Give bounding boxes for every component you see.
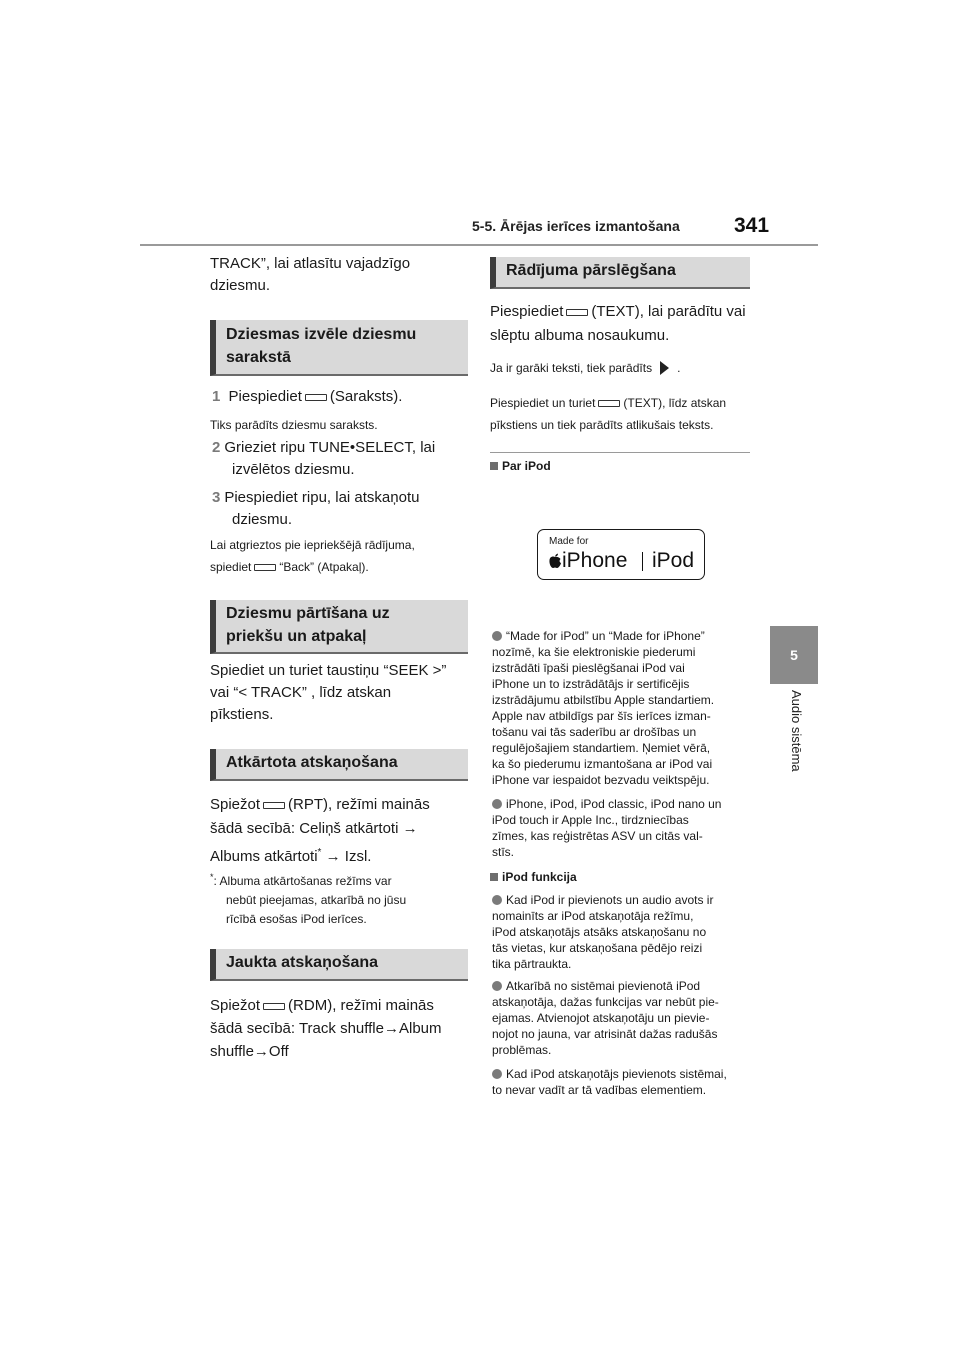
bullet-dot-icon <box>492 1069 502 1079</box>
note-long-text: Ja ir garāki teksti, tiek parādīts . <box>490 361 681 375</box>
seek-text: Spiediet un turiet taustiņu “SEEK >” vai “< TRACK” , līdz atskan pīkstiens. <box>210 662 447 723</box>
display-text: Piespiediet (TEXT), lai parādītu vai slēptu albuma nosaukumu. <box>490 303 746 344</box>
chapter-tab: 5 <box>770 626 818 684</box>
repeat-text: Spiežot (RPT), režīmi mainās šādā secībā: Celiņš atkārtoti → Albums atkārtoti* → Izsl. <box>210 796 430 865</box>
section-heading-shuffle: Jaukta atskaņošana <box>210 949 468 981</box>
bullet-dot-icon <box>492 981 502 991</box>
button-icon <box>305 394 327 401</box>
note-back: Lai atgrieztos pie iepriekšējā rādījuma, spiediet “Back” (Atpakaļ). <box>210 538 415 574</box>
section-heading-seek: Dziesmu pārtīšana uz priekšu un atpakaļ <box>210 600 468 654</box>
made-for-iphone-ipod-logo: Made for iPhone iPod <box>537 529 705 580</box>
step-3: 3 Piespiediet ripu, lai atskaņotu dziesmu. <box>212 489 420 528</box>
section-heading-song-list: Dziesmas izvēle dziesmu sarakstā <box>210 320 468 376</box>
list-item: Kad iPod atskaņotājs pievienots sistēmai, to nevar vadīt ar tā vadības elementiem. <box>492 1067 727 1097</box>
bullet-dot-icon <box>492 799 502 809</box>
button-icon <box>263 1003 285 1010</box>
step-1: 1 Piespiediet (Saraksts). <box>212 388 403 405</box>
bullet-dot-icon <box>492 895 502 905</box>
note-hold-text: Piespiediet un turiet (TEXT), līdz atskan pīkstiens un tiek parādīts atlikušais teksts. <box>490 396 727 432</box>
logo-separator <box>642 552 643 571</box>
page-number: 341 <box>734 214 770 237</box>
step-2: 2 Grieziet ripu TUNE•SELECT, lai izvēlētos dziesmu. <box>212 439 436 478</box>
section-heading-display: Rādījuma pārslēgšana <box>490 257 750 289</box>
apple-logo-icon <box>548 553 562 569</box>
intro-text: TRACK”, lai atlasītu vajadzīgo dziesmu. <box>210 255 411 294</box>
list-item: Kad iPod ir pievienots un audio avots ir nomainīts ar iPod atskaņotāja režīmu, iPod atskaņotājs atsāks atskaņošanu no tās vietas, kur atskaņošana pēdējo reizi tika pārtraukta. <box>492 893 714 971</box>
button-icon <box>254 564 276 571</box>
repeat-footnote: *: Albuma atkārtošanas režīms var nebūt pieejamas, atkarībā no jūsu rīcībā esošas iPod ierīces. <box>210 872 407 926</box>
button-icon <box>566 309 588 316</box>
section-heading-repeat: Atkārtota atskaņošana <box>210 749 468 781</box>
square-bullet-icon <box>490 873 498 881</box>
list-item: Atkarībā no sistēmai pievienotā iPod atskaņotāja, dažas funkcijas var nebūt pie- ejamas. Atvienojot atskaņotāju un pievie- nojot no jauna, var atrisināt dažas radušās problēmas. <box>492 979 719 1057</box>
button-icon <box>263 802 285 809</box>
subheading-par-ipod: Par iPod <box>490 458 551 474</box>
list-item: iPhone, iPod, iPod classic, iPod nano un iPod touch ir Apple Inc., tirdzniecības zīmes, kas reģistrētas ASV un citās val- stīs. <box>492 797 722 859</box>
square-bullet-icon <box>490 462 498 470</box>
header-rule <box>140 244 818 246</box>
note-song-list: Tiks parādīts dziesmu saraksts. <box>210 418 378 432</box>
play-arrow-icon <box>660 361 669 375</box>
section-divider <box>490 452 750 453</box>
section-header-title: 5-5. Ārējas ierīces izmantošana <box>472 218 680 234</box>
chapter-label: Audio sistēma <box>789 690 804 772</box>
button-icon <box>598 400 620 407</box>
subheading-ipod-funkcija: iPod funkcija <box>490 869 577 885</box>
bullet-dot-icon <box>492 631 502 641</box>
list-item: “Made for iPod” un “Made for iPhone” nozīmē, ka šie elektroniskie piederumi izstrādāti īpaši pieslēgšanai iPod vai iPhone un to izstrādātājs ir sertificējis izstrādājumu atbilstību Apple standartiem. Apple nav atbildīgs par šīs ierīces izman- tošanu vai tās saderību ar drošības un regulējošajiem standartiem. Ņemiet vērā, ka šo piederumu izmantošana ar iPod vai iPhone var iespaidot bezvadu veiktspēju. <box>492 629 715 787</box>
shuffle-text: Spiežot (RDM), režīmi mainās šādā secībā: Track shuffle→Album shuffle→Off <box>210 997 442 1060</box>
